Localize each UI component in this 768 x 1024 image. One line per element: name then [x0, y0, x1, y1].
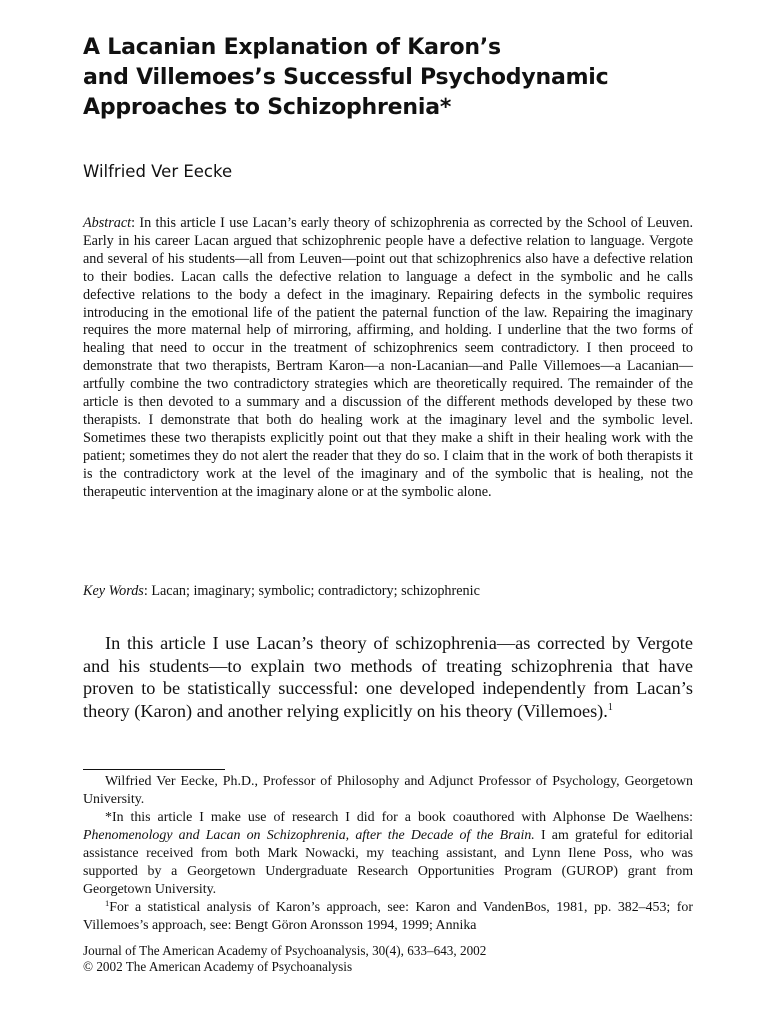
footnote-star: [83, 809, 693, 899]
footnote-1-number: 1: [105, 898, 110, 908]
abstract-text: : In this article I use Lacan’s early theory of schizophrenia as corrected by the School of Leuven. Early in his career Lacan argued that schizophrenic people have a defective relation to language. Vergote and several of his students—all from Leuven—point out that schizophrenics also have a defective relation to their bodies. Lacan calls the defective relation to language a defect in the symbolic and he calls defective relations to the body a defect in the imaginary. Repairing defects in the symbolic requires introducing in the emotional life of the patient the paternal function of the law. Repairing the imaginary requires the more maternal help of mirroring, affirming, and holding. I underline that the two forms of healing that need to occur in the treatment of schizophrenics seem contradictory. I then proceed to demonstrate that two therapists, Bertram Karon—a non-Lacanian—and Palle Villemoes—a Lacanian—artfully combine the two contradictory strategies which are theoretically required. The remainder of the article is then devoted to a summary and a discussion of the different methods developed by these two therapists. I demonstrate that both do healing work at the imaginary level and the symbolic level. Sometimes these two therapists explicitly point out that they make a shift in their healing work with the patient; sometimes they do not alert the reader that they do so. I claim that in the work of both therapists it is the contradictory work at the level of the imaginary and of the symbolic that is healing, not the therapeutic intervention at the imaginary alone or at the symbolic alone.: [83, 215, 693, 500]
key-words-text: : Lacan; imaginary; symbolic; contradictory; schizophrenic: [143, 583, 480, 599]
intro-paragraph-text: In this article I use Lacan’s theory of schizophrenia—as corrected by Vergote and his students—to explain two methods of treating schizophrenia that have proven to be statistically successful: one developed independently from Lacan’s theory (Karon) and another relying explicitly on his theory (Villemoes).: [83, 633, 693, 721]
footnote-1: [83, 899, 693, 935]
title-line-1: A Lacanian Explanation of Karon’s: [83, 35, 501, 60]
key-words: [83, 582, 693, 600]
footnote-star-book: Phenomenology and Lacan on Schizophrenia, after the Decade of the Brain.: [83, 828, 535, 843]
title-line-3: Approaches to Schizophrenia*: [83, 95, 452, 120]
intro-paragraph: [83, 632, 693, 722]
author-name: Wilfried Ver Eecke: [83, 162, 233, 181]
footnote-affiliation: Wilfried Ver Eecke, Ph.D., Professor of Philosophy and Adjunct Professor of Psychology, Georgetown University.: [83, 774, 693, 807]
abstract: [83, 215, 693, 502]
footnote-rule: [83, 769, 225, 770]
footnote-star-before: *In this article I make use of research I did for a book coauthored with Alphonse De Waelhens:: [105, 810, 693, 825]
journal-citation: Journal of The American Academy of Psychoanalysis, 30(4), 633–643, 2002: [83, 943, 487, 958]
article-title: [83, 33, 703, 123]
footnote-1-text: For a statistical analysis of Karon’s approach, see: Karon and VandenBos, 1981, pp. 382–453; for Villemoes’s approach, see: Bengt Göron Aronsson 1994, 1999; Annika: [83, 900, 693, 933]
footnotes: [83, 773, 693, 935]
footnote-ref-1: 1: [607, 701, 613, 713]
journal-info: [83, 943, 693, 975]
journal-copyright: © 2002 The American Academy of Psychoanalysis: [83, 959, 353, 974]
title-line-2: and Villemoes’s Successful Psychodynamic: [83, 65, 609, 90]
abstract-label: Abstract: [83, 215, 132, 231]
key-words-label: Key Words: [83, 583, 144, 599]
footnote-star-after: I am grateful for editorial assistance received from both Mark Nowacki, my teaching assistant, and Lynn Ilene Poss, who was supported by a Georgetown Undergraduate Research Opportunities Program (GUROP) grant from Georgetown University.: [83, 828, 693, 897]
